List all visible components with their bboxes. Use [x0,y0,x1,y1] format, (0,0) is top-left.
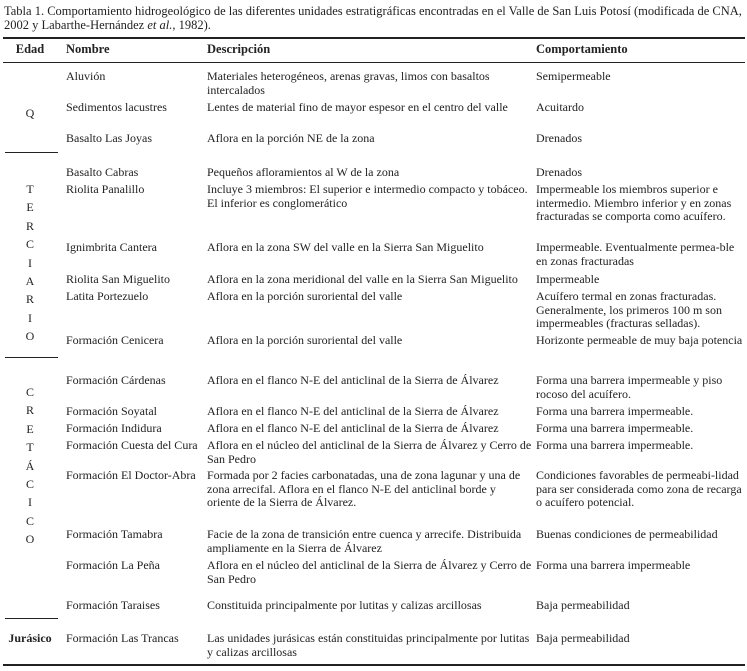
top-rule [3,37,745,39]
age-letter: C [25,513,34,528]
caption-text-end: , 1982). [172,18,211,32]
cell-descripcion: Aflora en la porción suroriental del valle [207,333,403,347]
cell-comportamiento: Drenados [536,165,582,179]
age-letter: E [26,200,34,215]
cell-nombre: Formación Tamabra [66,527,163,541]
cell-comportamiento: Impermeable [536,272,600,286]
caption-italic: et al. [147,18,173,32]
cell-nombre: Ignimbrita Cantera [66,240,157,254]
cell-comportamiento: Buenas condiciones de permeabilidad [536,527,718,541]
age-letter: Á [25,458,35,473]
age-letter: C [25,385,34,399]
bottom-rule [3,664,745,666]
age-letter: A [25,273,35,288]
cell-nombre: Riolita Panalillo [66,182,145,196]
cell-descripcion: Las unidades jurásicas están constituidas principalmente por lutitas y calizas arcillosas [207,631,530,659]
cell-nombre: Formación Las Trancas [66,631,179,645]
cell-nombre: Formación El Doctor-Abra [66,468,196,482]
age-letter: R [25,403,34,418]
cell-descripcion: Pequeños afloramientos al W de la zona [207,165,400,179]
cell-descripcion: Aflora en la porción NE de la zona [207,131,375,145]
cell-comportamiento: Baja permeabilidad [536,598,630,612]
cell-nombre: Basalto Cabras [66,165,139,179]
cell-nombre: Formación Taraises [66,598,160,612]
cell-comportamiento: Drenados [536,131,582,145]
group-divider [5,357,58,358]
cell-comportamiento: Horizonte permeable de muy baja potencia [536,333,743,347]
cell-descripcion: Aflora en el núcleo del anticlinal de la Sierra de Álvarez y Cerro de San Pedro [207,558,532,586]
cell-descripcion: Aflora en la porción suroriental del valle [207,289,403,303]
cell-comportamiento: Forma una barrera impermeable y piso rocoso del acuífero. [536,373,723,401]
header-nombre: Nombre [66,42,110,56]
cell-descripcion: Aflora en la zona meridional del valle en la Sierra San Miguelito [207,272,518,286]
header-rule [3,62,745,63]
age-letter: I [28,495,32,510]
cell-nombre: Formación Soyatal [66,404,157,418]
cell-comportamiento: Acuitardo [536,100,584,114]
age-cretacico [22,386,38,552]
age-letter: E [26,421,34,436]
cell-comportamiento: Condiciones favorables de permeabi-lidad para ser considerada como zona de recarga o acuífero potencial. [536,468,742,509]
age-letter: T [26,440,34,455]
cell-descripcion: Aflora en el flanco N-E del anticlinal de la Sierra de Álvarez [207,404,499,418]
age-terciario [22,183,38,349]
cell-comportamiento: Forma una barrera impermeable. [536,421,694,435]
table-caption [4,4,747,32]
age-letter: R [25,292,34,307]
cell-nombre: Basalto Las Joyas [66,131,152,145]
age-q: Q [25,106,35,120]
cell-descripcion: Aflora en el núcleo del anticlinal de la Sierra de Álvarez y Cerro de San Pedro [207,438,532,466]
caption-text: Tabla 1. Comportamiento hidrogeológico de las diferentes unidades estratigráficas encontradas en el Valle de San Luis Potosí (modificada de CNA, 2002 y Labarthe-Hernández [4,4,742,32]
cell-nombre: Sedimentos lacustres [66,100,167,114]
header-descripcion: Descripción [207,42,271,56]
cell-descripcion: Incluye 3 miembros: El superior e intermedio compacto y tobáceo. El inferior es conglomerático [207,182,528,210]
cell-comportamiento: Acuífero termal en zonas fracturadas. Generalmente, los primeros 100 m son impermeables (fracturas selladas). [536,289,722,330]
cell-descripcion: Constituida principalmente por lutitas y calizas arcillosas [207,598,482,612]
cell-comportamiento: Impermeable los miembros superior e intermedio. Miembro inferior y en zonas fracturadas se comporta como acuífero. [536,182,732,223]
cell-descripcion: Lentes de material fino de mayor espesor en el centro del valle [207,100,508,114]
age-letter: O [25,329,35,344]
age-letter: I [28,310,32,325]
age-letter: T [26,182,34,196]
age-letter: O [25,532,35,547]
cell-nombre: Latita Portezuelo [66,289,149,303]
header-edad: Edad [15,42,45,56]
cell-nombre: Aluvión [66,69,106,83]
cell-descripcion: Materiales heterogéneos, arenas gravas, limos con basaltos intercalados [207,69,490,97]
cell-descripcion: Formada por 2 facies carbonatadas, una de zona lagunar y una de zona arrecifal. Aflora en el flanco N-E del anticlinal borde y oriente de la Sierra de Álvarez. [207,468,521,509]
cell-comportamiento: Semipermeable [536,69,611,83]
age-letter: C [25,237,34,252]
cell-comportamiento: Forma una barrera impermeable. [536,438,694,452]
cell-nombre: Formación Cenicera [66,333,164,347]
cell-nombre: Formación La Peña [66,558,160,572]
cell-nombre: Formación Cárdenas [66,373,166,387]
cell-comportamiento: Impermeable. Eventualmente permea-ble en zonas fracturadas [536,240,735,268]
cell-descripcion: Aflora en la zona SW del valle en la Sierra San Miguelito [207,240,484,254]
cell-comportamiento: Forma una barrera impermeable [536,558,691,572]
cell-descripcion: Facie de la zona de transición entre cuenca y arrecife. Distribuida ampliamente en la Sierra de Álvarez [207,527,522,555]
age-letter: I [28,255,32,270]
group-divider [5,152,58,153]
age-letter: R [25,218,34,233]
header-comportamiento: Comportamiento [536,42,628,56]
cell-nombre: Formación Cuesta del Cura [66,438,198,452]
cell-descripcion: Aflora en el flanco N-E del anticlinal de la Sierra de Álvarez [207,373,499,387]
cell-descripcion: Aflora en el flanco N-E del anticlinal de la Sierra de Álvarez [207,421,499,435]
group-divider [5,618,58,619]
age-letter: C [25,476,34,491]
cell-nombre: Formación Indidura [66,421,162,435]
cell-comportamiento: Baja permeabilidad [536,631,630,645]
cell-nombre: Riolita San Miguelito [66,272,170,286]
age-jurasico: Jurásico [8,631,52,645]
cell-comportamiento: Forma una barrera impermeable. [536,404,694,418]
